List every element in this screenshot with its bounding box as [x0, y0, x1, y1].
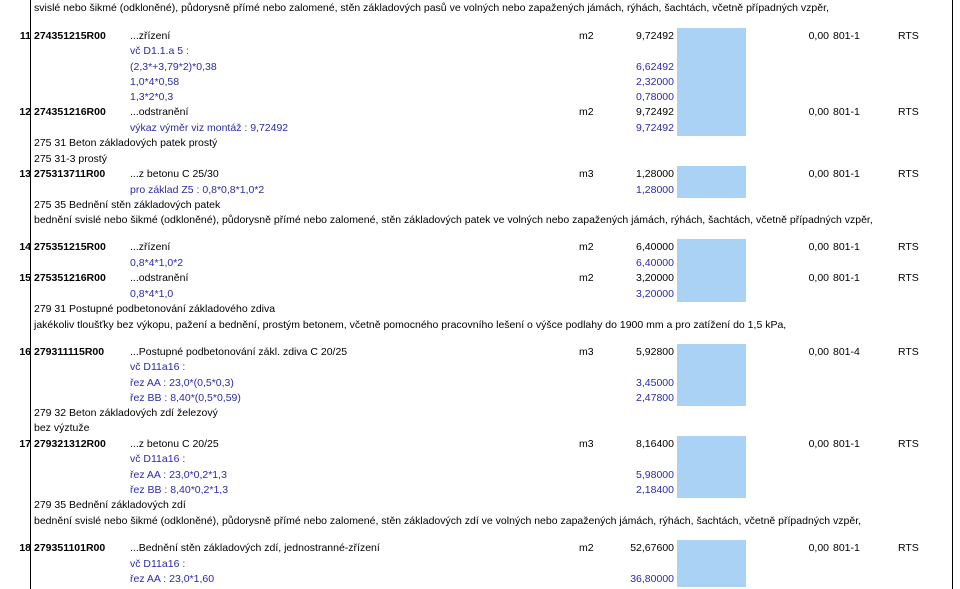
item-unit: m3 [579, 168, 594, 180]
calc-expression: (2,3*+3,79*2)*0,38 [130, 61, 217, 73]
section-text: bednění svislé nebo šikmé (odkloněné), půdorysně přímé nebo zalomené, stěn základových patek ve volných nebo zapažených jámách, rýhách, šachtách, včetně případných vzpěr, [34, 214, 873, 226]
calc-value: 1,28000 [636, 184, 674, 196]
calc-row [0, 359, 960, 375]
calc-value: 9,72492 [636, 122, 674, 134]
calc-expression: 0,8*4*1,0*2 [130, 257, 184, 269]
calc-expression: vč D11a16 : [130, 453, 186, 465]
calc-row [0, 89, 960, 105]
item-quantity: 5,92800 [636, 346, 674, 358]
item-source: RTS [898, 241, 919, 253]
quantity-highlight [677, 344, 746, 360]
item-category: 801-1 [833, 272, 860, 284]
calc-value: 2,18400 [636, 484, 674, 496]
calc-expression: 1,0*4*0,58 [130, 76, 180, 88]
item-quantity: 9,72492 [636, 106, 674, 118]
item-unit: m2 [579, 30, 594, 42]
quantity-highlight [677, 166, 746, 182]
item-price: 0,00 [808, 30, 829, 42]
item-row [0, 28, 960, 44]
calc-row [0, 390, 960, 406]
item-price: 0,00 [808, 241, 829, 253]
item-category: 801-1 [833, 438, 860, 450]
item-row [0, 104, 960, 120]
item-row [0, 270, 960, 286]
quantity-highlight [677, 89, 746, 105]
quantity-highlight [677, 359, 746, 375]
item-row [0, 436, 960, 452]
item-quantity: 52,67600 [630, 542, 674, 554]
item-price: 0,00 [808, 346, 829, 358]
item-source: RTS [898, 106, 919, 118]
calc-row [0, 255, 960, 271]
calc-value: 2,32000 [636, 76, 674, 88]
text-row [0, 497, 960, 513]
item-number: 16 [19, 346, 31, 358]
quantity-highlight [677, 74, 746, 90]
item-category: 801-4 [833, 346, 860, 358]
calc-expression: řez AA : 23,0*(0,5*0,3) [130, 377, 234, 389]
quantity-highlight [677, 239, 746, 255]
quantity-highlight [677, 451, 746, 467]
calc-row [0, 74, 960, 90]
item-quantity: 1,28000 [636, 168, 674, 180]
section-text: 275 31 Beton základových patek prostý [34, 137, 218, 149]
item-price: 0,00 [808, 168, 829, 180]
calc-row [0, 467, 960, 483]
item-category: 801-1 [833, 30, 860, 42]
section-text: bez výztuže [34, 422, 90, 434]
item-description: ...odstranění [130, 272, 189, 284]
item-number: 13 [19, 168, 31, 180]
item-quantity: 8,16400 [636, 438, 674, 450]
quantity-highlight [677, 482, 746, 498]
item-row [0, 540, 960, 556]
item-code: 274351215R00 [34, 30, 106, 42]
item-description: ...zřízení [130, 30, 171, 42]
text-row [0, 151, 960, 167]
item-category: 801-1 [833, 241, 860, 253]
item-quantity: 3,20000 [636, 272, 674, 284]
calc-expression: vč D1.1.a 5 : [130, 45, 189, 57]
item-source: RTS [898, 542, 919, 554]
item-source: RTS [898, 272, 919, 284]
item-description: ...z betonu C 20/25 [130, 438, 219, 450]
section-text: 279 31 Postupné podbetonování základového zdiva [34, 303, 276, 315]
calc-value: 3,45000 [636, 377, 674, 389]
item-unit: m2 [579, 241, 594, 253]
item-number: 12 [19, 106, 31, 118]
section-text: jakékoliv tloušťky bez výkopu, pažení a bednění, prostým betonem, včetně pomocného pracovního lešení o výšce podlahy do 1900 mm a pro zatížení do 1,5 kPa, [34, 319, 787, 331]
item-source: RTS [898, 346, 919, 358]
item-description: ...z betonu C 25/30 [130, 168, 219, 180]
calc-expression: řez BB : 8,40*(0,5*0,59) [130, 392, 241, 404]
quantity-highlight [677, 556, 746, 572]
text-row [0, 0, 960, 16]
calc-value: 5,98000 [636, 469, 674, 481]
quantity-highlight [677, 182, 746, 198]
quantity-highlight [677, 390, 746, 406]
calc-value: 6,40000 [636, 257, 674, 269]
item-description: ...odstranění [130, 106, 189, 118]
calc-row [0, 120, 960, 136]
item-price: 0,00 [808, 438, 829, 450]
calc-row [0, 451, 960, 467]
item-number: 14 [19, 241, 31, 253]
item-unit: m3 [579, 438, 594, 450]
calc-value: 2,47800 [636, 392, 674, 404]
item-quantity: 6,40000 [636, 241, 674, 253]
calc-value: 3,20000 [636, 288, 674, 300]
item-price: 0,00 [808, 272, 829, 284]
text-row [0, 135, 960, 151]
item-row [0, 344, 960, 360]
calc-expression: řez AA : 23,0*0,2*1,3 [130, 469, 227, 481]
calc-row [0, 375, 960, 391]
calc-row [0, 182, 960, 198]
item-row [0, 166, 960, 182]
item-code: 275351215R00 [34, 241, 106, 253]
item-description: ...Postupné podbetonování zákl. zdiva C 20/25 [130, 346, 348, 358]
quantity-highlight [677, 120, 746, 136]
item-code: 274351216R00 [34, 106, 106, 118]
item-price: 0,00 [808, 106, 829, 118]
item-code: 279321312R00 [34, 438, 106, 450]
item-unit: m2 [579, 106, 594, 118]
quantity-highlight [677, 436, 746, 452]
item-unit: m2 [579, 542, 594, 554]
section-text: bednění svislé nebo šikmé (odkloněné), půdorysně přímé nebo zalomené, stěn základových zdí ve volných nebo zapažených jámách, rýhách, šachtách, včetně případných vzpěr, [34, 515, 862, 527]
item-unit: m3 [579, 346, 594, 358]
item-number: 15 [19, 272, 31, 284]
item-source: RTS [898, 438, 919, 450]
calc-expression: řez BB : 8,40*0,2*1,3 [130, 484, 229, 496]
calc-expression: 1,3*2*0,3 [130, 91, 174, 103]
quantity-highlight [677, 467, 746, 483]
item-code: 275313711R00 [34, 168, 106, 180]
item-code: 279311115R00 [34, 346, 105, 358]
section-text: svislé nebo šikmé (odkloněné), půdorysně přímé nebo zalomené, stěn základových pasů ve volných nebo zapažených jámách, rýhách, šachtách, včetně případných vzpěr, [34, 2, 829, 14]
quantity-highlight [677, 571, 746, 587]
quantity-highlight [677, 43, 746, 59]
item-unit: m2 [579, 272, 594, 284]
calc-expression: řez AA : 23,0*1,60 [130, 573, 215, 585]
calc-row [0, 43, 960, 59]
item-category: 801-1 [833, 542, 860, 554]
section-text: 279 32 Beton základových zdí železový [34, 407, 218, 419]
item-row [0, 239, 960, 255]
quantity-highlight [677, 104, 746, 120]
text-row [0, 197, 960, 213]
calc-row [0, 59, 960, 75]
quantity-highlight [677, 270, 746, 286]
calc-value: 36,80000 [630, 573, 674, 585]
quantity-highlight [677, 540, 746, 556]
quantity-highlight [677, 375, 746, 391]
text-row [0, 420, 960, 436]
calc-expression: pro základ Z5 : 0,8*0,8*1,0*2 [130, 184, 265, 196]
calc-row [0, 571, 960, 587]
section-text: 275 31-3 prostý [34, 153, 107, 165]
item-category: 801-1 [833, 168, 860, 180]
calc-row [0, 286, 960, 302]
calc-expression: výkaz výměr viz montáž : 9,72492 [130, 122, 289, 134]
item-number: 18 [19, 542, 31, 554]
text-row [0, 405, 960, 421]
text-row [0, 301, 960, 317]
item-code: 275351216R00 [34, 272, 106, 284]
item-description: ...Bednění stěn základových zdí, jednostranné-zřízení [130, 542, 380, 554]
calc-expression: 0,8*4*1,0 [130, 288, 174, 300]
calc-value: 0,78000 [636, 91, 674, 103]
calc-expression: vč D11a16 : [130, 558, 186, 570]
item-source: RTS [898, 168, 919, 180]
item-price: 0,00 [808, 542, 829, 554]
quantity-highlight [677, 28, 746, 44]
item-code: 279351101R00 [34, 542, 106, 554]
quantity-highlight [677, 286, 746, 302]
item-number: 17 [19, 438, 31, 450]
calc-row [0, 482, 960, 498]
item-source: RTS [898, 30, 919, 42]
item-category: 801-1 [833, 106, 860, 118]
section-text: 279 35 Bednění základových zdí [34, 499, 186, 511]
calc-value: 6,62492 [636, 61, 674, 73]
calc-expression: vč D11a16 : [130, 361, 186, 373]
item-number: 11 [19, 30, 31, 42]
quantity-highlight [677, 255, 746, 271]
quantity-highlight [677, 59, 746, 75]
calc-row [0, 556, 960, 572]
item-quantity: 9,72492 [636, 30, 674, 42]
item-description: ...zřízení [130, 241, 171, 253]
section-text: 275 35 Bednění stěn základových patek [34, 199, 221, 211]
